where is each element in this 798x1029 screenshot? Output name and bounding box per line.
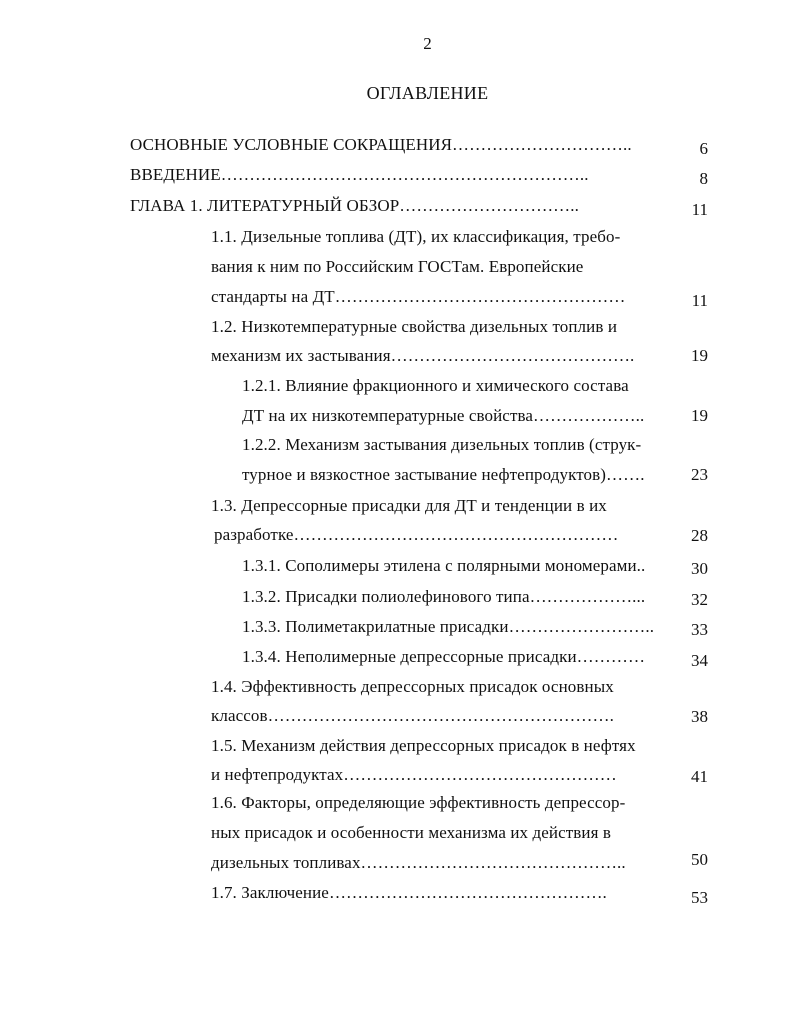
toc-line: ОСНОВНЫЕ УСЛОВНЫЕ СОКРАЩЕНИЯ…………………………..: [130, 135, 632, 154]
toc-line: 1.4. Эффективность депрессорных присадок основных: [211, 677, 614, 696]
toc-page-number: 28: [691, 526, 708, 545]
toc-page-number: 8: [699, 169, 708, 188]
toc-line: 1.3.1. Сополимеры этилена с полярными мономерами..: [242, 556, 646, 575]
toc-line: ных присадок и особенности механизма их действия в: [211, 823, 611, 842]
toc-page-number: 50: [691, 850, 708, 869]
toc-line: 1.7. Заключение………………………………………….: [211, 883, 607, 902]
toc-page-number: 34: [691, 651, 708, 670]
toc-line: и нефтепродуктах…………………………………………: [211, 765, 617, 784]
toc-line: стандарты на ДТ……………………………………………: [211, 287, 626, 306]
toc-line: механизм их застывания…………………………………….: [211, 346, 635, 365]
toc-line: 1.2.2. Механизм застывания дизельных топлив (струк-: [242, 435, 642, 454]
toc-line: вания к ним по Российским ГОСТам. Европейские: [211, 257, 584, 276]
page-title: ОГЛАВЛЕНИЕ: [366, 83, 489, 103]
toc-line: разработке…………………………………………………: [214, 525, 619, 544]
toc-line: 1.3.3. Полиметакрилатные присадки……………………..: [242, 617, 655, 636]
toc-line: 1.3. Депрессорные присадки для ДТ и тенденции в их: [211, 496, 607, 515]
toc-page-number: 38: [691, 707, 708, 726]
toc-page-number: 19: [691, 346, 708, 365]
toc-page-number: 41: [691, 767, 708, 786]
toc-line: ГЛАВА 1. ЛИТЕРАТУРНЫЙ ОБЗОР…………………………..: [130, 196, 579, 215]
toc-page-number: 53: [691, 888, 708, 907]
toc-page-number: 33: [691, 620, 708, 639]
toc-line: ВВЕДЕНИЕ………………………………………………………..: [130, 165, 589, 184]
toc-line: 1.3.2. Присадки полиолефинового типа………………...: [242, 587, 646, 606]
toc-page-number: 11: [691, 200, 708, 219]
toc-line: 1.1. Дизельные топлива (ДТ), их классификация, требо-: [211, 227, 621, 246]
toc-line: 1.2.1. Влияние фракционного и химического состава: [242, 376, 629, 395]
toc-line: дизельных топливах………………………………………..: [211, 853, 626, 872]
toc-line: ДТ на их низкотемпературные свойства………………..: [242, 406, 645, 425]
toc-line: 1.6. Факторы, определяющие эффективность депрессор-: [211, 793, 626, 812]
toc-page-number: 23: [691, 465, 708, 484]
toc-line: 1.3.4. Неполимерные депрессорные присадки…………: [242, 647, 646, 666]
page-number: 2: [423, 34, 432, 53]
toc-page-number: 11: [691, 291, 708, 310]
toc-page-number: 19: [691, 406, 708, 425]
toc-line: классов…………………………………………………….: [211, 706, 614, 725]
toc-page-number: 6: [699, 139, 708, 158]
toc-line: 1.2. Низкотемпературные свойства дизельных топлив и: [211, 317, 618, 336]
toc-line: 1.5. Механизм действия депрессорных присадок в нефтях: [211, 736, 636, 755]
toc-page-number: 30: [691, 559, 708, 578]
toc-page-number: 32: [691, 590, 708, 609]
toc-line: турное и вязкостное застывание нефтепродуктов)…….: [242, 465, 645, 484]
